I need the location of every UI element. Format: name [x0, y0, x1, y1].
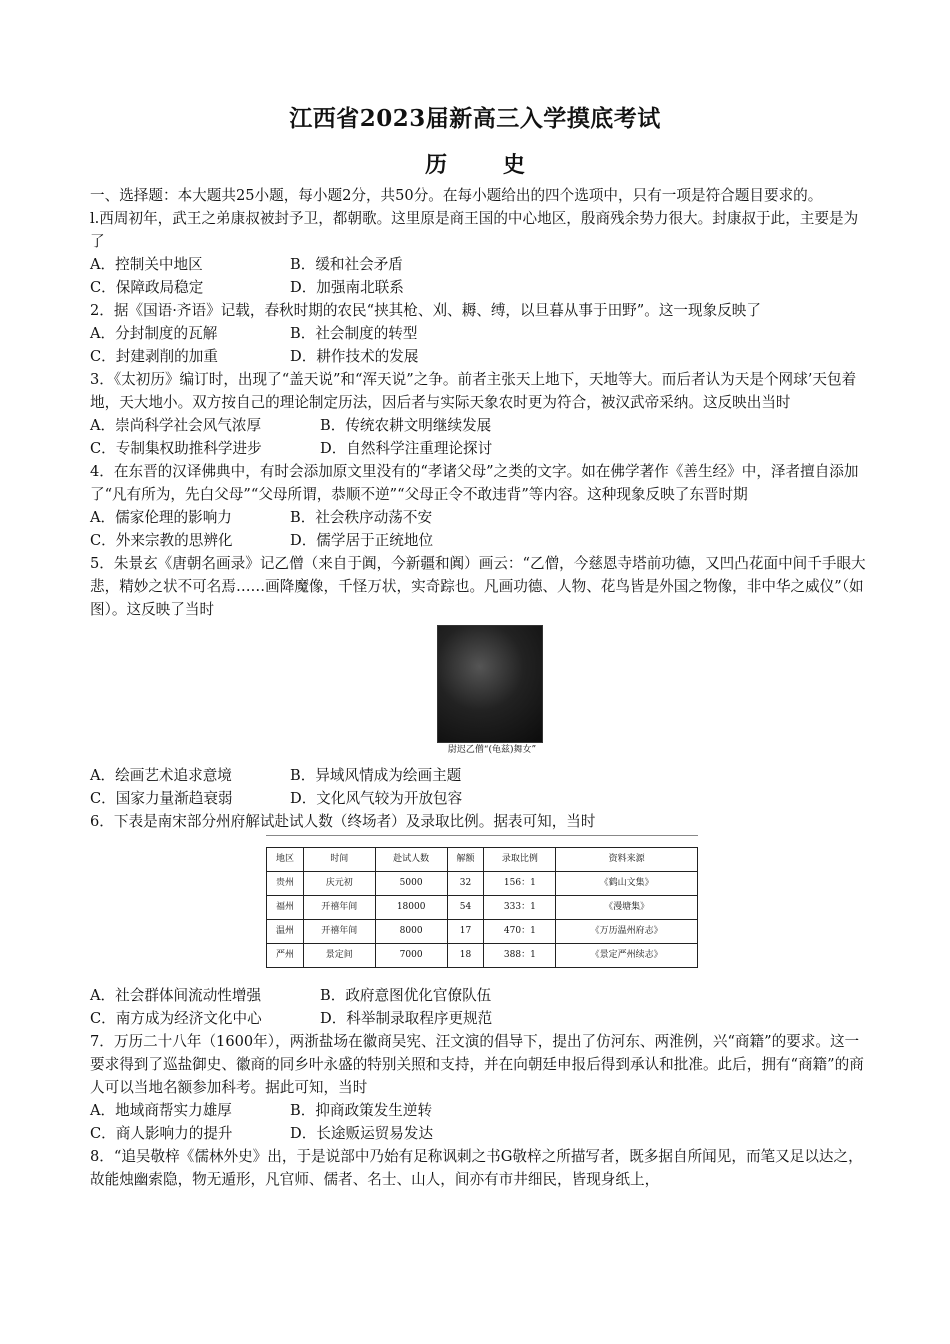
option-a: A．绘画艺术追求意境 — [90, 767, 232, 784]
table-cell: 《漫塘集》 — [556, 896, 698, 920]
table-caption-cropped — [266, 835, 698, 844]
table-row — [267, 944, 698, 968]
option-a: A．儒家伦理的影响力 — [90, 509, 232, 526]
question-4-stem: 4．在东晋的汉译佛典中，有时会添加原文里没有的“孝诸父母”之类的文字。如在佛学著作《善生经》中，泽者擅自添加了“凡有所为，先白父母”“父母所谓，恭顺不逆”“父母正令不敢违背”等内容。这种现象反映了东晋时期 — [90, 463, 859, 503]
table-header-cell: 地区 — [267, 848, 304, 872]
table-cell: 开禧年间 — [303, 896, 375, 920]
table-cell: 18 — [447, 944, 484, 968]
table-cell: 17 — [447, 920, 484, 944]
exam-title: 江西省2023届新高三入学摸底考试 — [289, 105, 661, 132]
table-row — [267, 872, 698, 896]
table-cell: 《鹤山文集》 — [556, 872, 698, 896]
table-header-cell: 录取比例 — [484, 848, 556, 872]
exam-body — [90, 184, 866, 1191]
table-cell: 470：1 — [484, 920, 556, 944]
question-4-options-row2 — [90, 529, 866, 552]
figure-caption: 尉迟乙僧“(龟兹)舞女” — [447, 745, 537, 755]
table-header-cell: 资料来源 — [556, 848, 698, 872]
option-c: C．南方成为经济文化中心 — [90, 1010, 262, 1027]
option-b: B．缓和社会矛盾 — [290, 256, 403, 273]
table-cell: 《景定严州续志》 — [556, 944, 698, 968]
table-cell: 18000 — [375, 896, 447, 920]
question-5-stem: 5．朱景玄《唐朝名画录》记乙僧（来自于阗，今新疆和阗）画云：“乙僧，今慈恩寺塔前功德，又凹凸花面中间千手眼大悲，精妙之状不可名焉……画降魔像，千怪万状，实奇踪也。凡画功德、人物、花鸟皆是外国之物像，非中华之威仪”（如图）。这反映了当时 — [90, 555, 866, 618]
question-5-options-row2 — [90, 787, 866, 810]
option-d: D．自然科学注重理论探讨 — [320, 440, 493, 457]
table-cell: 严州 — [267, 944, 304, 968]
question-2-options-row1 — [90, 322, 866, 345]
table-cell: 庆元初 — [303, 872, 375, 896]
table-cell: 388：1 — [484, 944, 556, 968]
option-c: C．国家力量渐趋衰弱 — [90, 790, 233, 807]
question-5-options-row1 — [90, 764, 866, 787]
option-d: D．耕作技术的发展 — [290, 348, 419, 365]
question-8-stem: 8．“追吴敬梓《儒林外史》出，于是说部中乃始有足称讽刺之书G敬梓之所描写者，既多据自所闻见，而笔又足以达之，故能烛幽索隐，物无遁形，凡官师、儒者、名士、山人，间亦有市井细民，皆现身纸上， — [90, 1148, 863, 1188]
option-b: B．社会秩序动荡不安 — [290, 509, 433, 526]
question-3-options-row2 — [90, 437, 866, 460]
table-row — [267, 920, 698, 944]
option-c: C．保障政局稳定 — [90, 279, 204, 296]
question-6-options-row1 — [90, 984, 866, 1007]
option-d: D．长途贩运贸易发达 — [290, 1125, 434, 1142]
painting-figure — [432, 625, 552, 760]
option-a: A．崇尚科学社会风气浓厚 — [90, 417, 262, 434]
question-7-options-row2 — [90, 1122, 866, 1145]
painting-image — [437, 625, 543, 743]
option-b: B．社会制度的转型 — [290, 325, 418, 342]
option-c: C．封建剥削的加重 — [90, 348, 218, 365]
subject-title: 历 史 — [425, 152, 549, 178]
question-6-options-row2 — [90, 1007, 866, 1030]
section-intro: 一、选择题：本大题共25小题，每小题2分，共50分。在每小题给出的四个选项中，只有一项是符合题目要求的。 — [90, 187, 823, 204]
option-b: B．政府意图优化官僚队伍 — [320, 987, 492, 1004]
question-3-options-row1 — [90, 414, 866, 437]
table-header-cell: 时间 — [303, 848, 375, 872]
option-d: D．加强南北联系 — [290, 279, 404, 296]
option-a: A．地域商帮实力雄厚 — [90, 1102, 232, 1119]
table-cell: 温州 — [267, 920, 304, 944]
question-1-options-row2 — [90, 276, 866, 299]
question-6-stem: 6．下表是南宋部分州府解试赴试人数（终场者）及录取比例。据表可知，当时 — [90, 813, 596, 830]
table-cell: 《万历温州府志》 — [556, 920, 698, 944]
table-cell: 8000 — [375, 920, 447, 944]
question-2-stem: 2．据《国语·齐语》记载，春秋时期的农民“挟其枪、刈、耨、缚，以旦暮从事于田野”。这一现象反映了 — [90, 302, 761, 319]
option-b: B．传统农耕文明继续发展 — [320, 417, 492, 434]
table-cell: 5000 — [375, 872, 447, 896]
option-d: D．儒学居于正统地位 — [290, 532, 434, 549]
table-footer-cropped — [266, 968, 698, 978]
table-cell: 156：1 — [484, 872, 556, 896]
option-a: A．社会群体间流动性增强 — [90, 987, 262, 1004]
question-2-options-row2 — [90, 345, 866, 368]
option-a: A．分封制度的瓦解 — [90, 325, 218, 342]
table-header-cell: 解额 — [447, 848, 484, 872]
exam-statistics-table — [266, 847, 698, 968]
table-header-row — [267, 848, 698, 872]
table-header-cell: 赴试人数 — [375, 848, 447, 872]
question-3-stem: 3．《太初历》编订时，出现了“盖天说”和“浑天说”之争。前者主张天上地下，天地等大。而后者认为天是个网球’天包着地，天大地小。双方按自己的理论制定历法，因后者与实际天象农时更为符合，被汉武帝采纳。这反映出当时 — [90, 371, 857, 411]
question-4-options-row1 — [90, 506, 866, 529]
option-b: B．异域风情成为绘画主题 — [290, 767, 462, 784]
question-7-options-row1 — [90, 1099, 866, 1122]
question-1-options-row1 — [90, 253, 866, 276]
table-cell: 贵州 — [267, 872, 304, 896]
option-c: C．外来宗教的思辨化 — [90, 532, 233, 549]
exam-table-figure — [266, 835, 698, 978]
question-7-stem: 7．万历二十八年（1600年），两浙盐场在徽商吴宪、汪文演的倡导下，提出了仿河东、两淮例，兴“商籍”的要求。这一要求得到了巡盐御史、徽商的同乡叶永盛的特别关照和支持，并在向朝廷申报后得到承认和批准。此后，拥有“商籍”的商人可以当地名额参加科考。据此可知，当时 — [90, 1033, 864, 1096]
table-cell: 福州 — [267, 896, 304, 920]
option-a: A．控制关中地区 — [90, 256, 203, 273]
option-d: D．文化风气较为开放包容 — [290, 790, 463, 807]
table-cell: 333：1 — [484, 896, 556, 920]
question-1-stem: l.西周初年，武王之弟康叔被封予卫，都朝歌。这里原是商王国的中心地区，殷商残余势力很大。封康叔于此，主要是为了 — [90, 210, 859, 250]
table-cell: 景定间 — [303, 944, 375, 968]
option-b: B．抑商政策发生逆转 — [290, 1102, 433, 1119]
table-row — [267, 896, 698, 920]
option-c: C．商人影响力的提升 — [90, 1125, 233, 1142]
table-cell: 开禧年间 — [303, 920, 375, 944]
table-cell: 32 — [447, 872, 484, 896]
table-cell: 7000 — [375, 944, 447, 968]
table-cell: 54 — [447, 896, 484, 920]
option-d: D．科举制录取程序更规范 — [320, 1010, 493, 1027]
option-c: C．专制集权助推科学进步 — [90, 440, 262, 457]
